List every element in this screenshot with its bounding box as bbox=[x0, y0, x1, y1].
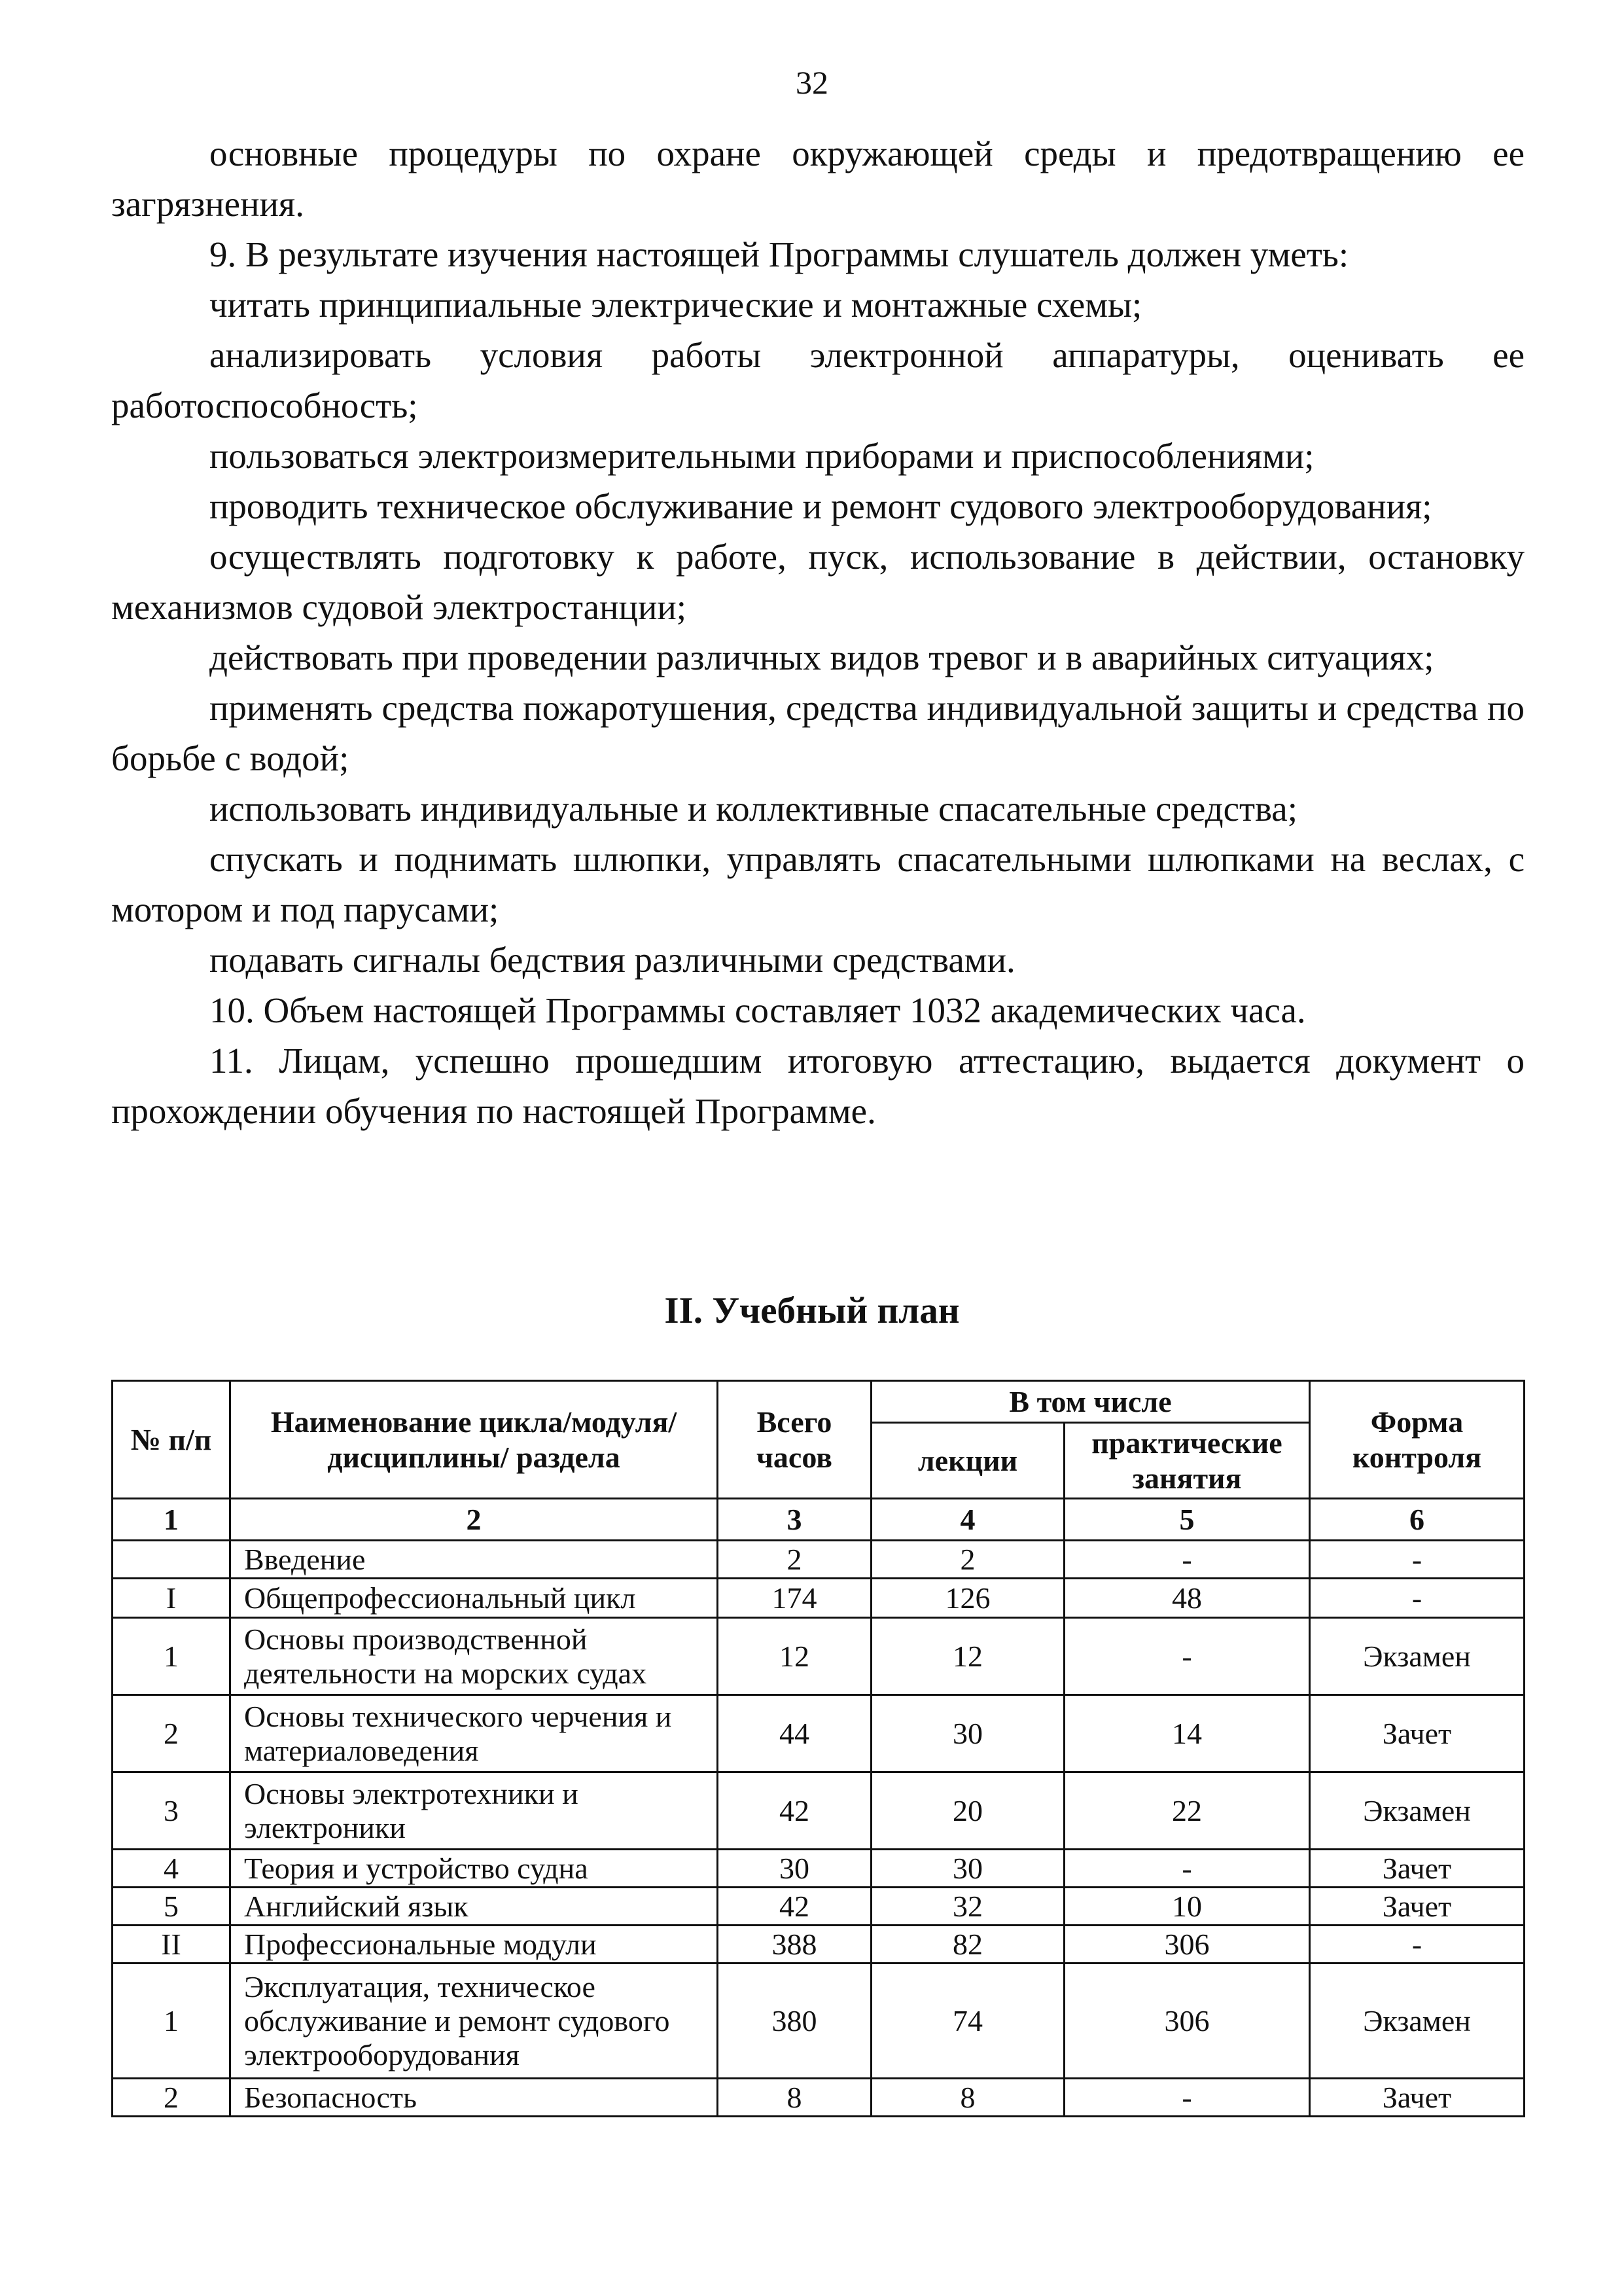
table-row bbox=[113, 1618, 1525, 1695]
header-lectures: лекции bbox=[872, 1423, 1065, 1499]
row-practice-cell: 10 bbox=[1065, 1888, 1310, 1926]
column-number: 6 bbox=[1310, 1499, 1525, 1541]
row-practice-cell: 48 bbox=[1065, 1579, 1310, 1618]
row-control-form-cell: Зачет bbox=[1310, 2079, 1525, 2117]
paragraph: подавать сигналы бедствия различными средствами. bbox=[209, 940, 1015, 980]
row-lectures-cell: 20 bbox=[872, 1772, 1065, 1850]
row-name-cell: Теория и устройство судна bbox=[230, 1850, 718, 1888]
row-name-cell: Профессиональные модули bbox=[230, 1926, 718, 1964]
row-total-hours-cell: 30 bbox=[718, 1850, 872, 1888]
row-total-hours-cell: 8 bbox=[718, 2079, 872, 2117]
row-name-cell: Основы технического черчения и материаловедения bbox=[230, 1695, 718, 1772]
header-control-form: Форма контроля bbox=[1310, 1381, 1525, 1499]
row-control-form-cell: Экзамен bbox=[1310, 1618, 1525, 1695]
paragraph: пользоваться электроизмерительными приборами и приспособлениями; bbox=[209, 436, 1315, 476]
row-num-cell: 2 bbox=[113, 1695, 230, 1772]
row-control-form-cell: - bbox=[1310, 1579, 1525, 1618]
row-practice-cell: 306 bbox=[1065, 1964, 1310, 2079]
row-num-cell: 3 bbox=[113, 1772, 230, 1850]
column-number: 4 bbox=[872, 1499, 1065, 1541]
row-practice-cell: - bbox=[1065, 1541, 1310, 1579]
table-row bbox=[113, 1964, 1525, 2079]
row-name-cell: Эксплуатация, техническое обслуживание и ремонт судового электрооборудования bbox=[230, 1964, 718, 2079]
row-num-cell: 5 bbox=[113, 1888, 230, 1926]
row-lectures-cell: 8 bbox=[872, 2079, 1065, 2117]
row-total-hours-cell: 42 bbox=[718, 1888, 872, 1926]
header-practice: практические занятия bbox=[1065, 1423, 1310, 1499]
row-name-cell: Основы электротехники и электроники bbox=[230, 1772, 718, 1850]
row-lectures-cell: 30 bbox=[872, 1695, 1065, 1772]
row-num-cell: 1 bbox=[113, 1964, 230, 2079]
row-lectures-cell: 2 bbox=[872, 1541, 1065, 1579]
table-row bbox=[113, 1888, 1525, 1926]
row-name-cell: Основы производственной деятельности на морских судах bbox=[230, 1618, 718, 1695]
paragraph: действовать при проведении различных видов тревог и в аварийных ситуациях; bbox=[209, 637, 1434, 677]
header-including: В том числе bbox=[872, 1381, 1310, 1423]
paragraph: основные процедуры по охране окружающей среды и предотвращению ее загрязнения. bbox=[111, 134, 1525, 224]
row-num-cell: 4 bbox=[113, 1850, 230, 1888]
paragraph: читать принципиальные электрические и монтажные схемы; bbox=[209, 285, 1142, 325]
row-lectures-cell: 12 bbox=[872, 1618, 1065, 1695]
row-control-form-cell: Зачет bbox=[1310, 1850, 1525, 1888]
column-number: 1 bbox=[113, 1499, 230, 1541]
row-practice-cell: - bbox=[1065, 1618, 1310, 1695]
row-lectures-cell: 82 bbox=[872, 1926, 1065, 1964]
curriculum-table bbox=[111, 1380, 1525, 2117]
paragraph: применять средства пожаротушения, средства индивидуальной защиты и средства по борьбе с водой; bbox=[111, 688, 1525, 778]
column-number: 2 bbox=[230, 1499, 718, 1541]
row-total-hours-cell: 388 bbox=[718, 1926, 872, 1964]
row-lectures-cell: 74 bbox=[872, 1964, 1065, 2079]
table-row bbox=[113, 1541, 1525, 1579]
paragraph: осуществлять подготовку к работе, пуск, использование в действии, остановку механизмов судовой электростанции; bbox=[111, 537, 1525, 627]
row-total-hours-cell: 42 bbox=[718, 1772, 872, 1850]
row-name-cell: Английский язык bbox=[230, 1888, 718, 1926]
row-name-cell: Введение bbox=[230, 1541, 718, 1579]
table-row bbox=[113, 1850, 1525, 1888]
row-practice-cell: - bbox=[1065, 2079, 1310, 2117]
table-row bbox=[113, 1772, 1525, 1850]
row-lectures-cell: 32 bbox=[872, 1888, 1065, 1926]
program-requirements-text bbox=[111, 128, 1525, 1136]
row-practice-cell: 22 bbox=[1065, 1772, 1310, 1850]
row-control-form-cell: Экзамен bbox=[1310, 1772, 1525, 1850]
table-row bbox=[113, 1695, 1525, 1772]
row-name-cell: Безопасность bbox=[230, 2079, 718, 2117]
row-control-form-cell: Зачет bbox=[1310, 1695, 1525, 1772]
row-total-hours-cell: 174 bbox=[718, 1579, 872, 1618]
row-practice-cell: - bbox=[1065, 1850, 1310, 1888]
row-num-cell bbox=[113, 1541, 230, 1579]
table-row bbox=[113, 1926, 1525, 1964]
row-practice-cell: 14 bbox=[1065, 1695, 1310, 1772]
paragraph: 9. В результате изучения настоящей Программы слушатель должен уметь: bbox=[209, 234, 1349, 274]
row-lectures-cell: 30 bbox=[872, 1850, 1065, 1888]
column-number: 5 bbox=[1065, 1499, 1310, 1541]
header-num: № п/п bbox=[113, 1381, 230, 1499]
row-lectures-cell: 126 bbox=[872, 1579, 1065, 1618]
row-control-form-cell: Экзамен bbox=[1310, 1964, 1525, 2079]
column-number: 3 bbox=[718, 1499, 872, 1541]
row-total-hours-cell: 12 bbox=[718, 1618, 872, 1695]
row-control-form-cell: - bbox=[1310, 1541, 1525, 1579]
column-number-row bbox=[113, 1499, 1525, 1541]
paragraph: анализировать условия работы электронной аппаратуры, оценивать ее работоспособность; bbox=[111, 335, 1525, 425]
paragraph: использовать индивидуальные и коллективные спасательные средства; bbox=[209, 789, 1297, 829]
row-total-hours-cell: 2 bbox=[718, 1541, 872, 1579]
row-total-hours-cell: 380 bbox=[718, 1964, 872, 2079]
paragraph: спускать и поднимать шлюпки, управлять спасательными шлюпками на веслах, с мотором и под парусами; bbox=[111, 839, 1525, 929]
paragraph: проводить техническое обслуживание и ремонт судового электрооборудования; bbox=[209, 486, 1432, 526]
row-num-cell: 1 bbox=[113, 1618, 230, 1695]
row-control-form-cell: - bbox=[1310, 1926, 1525, 1964]
table-row bbox=[113, 1579, 1525, 1618]
header-total-hours: Всего часов bbox=[718, 1381, 872, 1499]
page-number: 32 bbox=[796, 64, 828, 101]
curriculum-table-body bbox=[113, 1499, 1525, 2117]
header-name: Наименование цикла/модуля/дисциплины/ раздела bbox=[230, 1381, 718, 1499]
table-row bbox=[113, 2079, 1525, 2117]
row-num-cell: I bbox=[113, 1579, 230, 1618]
row-name-cell: Общепрофессиональный цикл bbox=[230, 1579, 718, 1618]
row-num-cell: II bbox=[113, 1926, 230, 1964]
row-practice-cell: 306 bbox=[1065, 1926, 1310, 1964]
paragraph: 10. Объем настоящей Программы составляет 1032 академических часа. bbox=[209, 990, 1306, 1030]
row-control-form-cell: Зачет bbox=[1310, 1888, 1525, 1926]
row-total-hours-cell: 44 bbox=[718, 1695, 872, 1772]
paragraph: 11. Лицам, успешно прошедшим итоговую аттестацию, выдается документ о прохождении обучения по настоящей Программе. bbox=[111, 1041, 1525, 1131]
row-num-cell: 2 bbox=[113, 2079, 230, 2117]
section-title: II. Учебный план bbox=[664, 1290, 960, 1331]
